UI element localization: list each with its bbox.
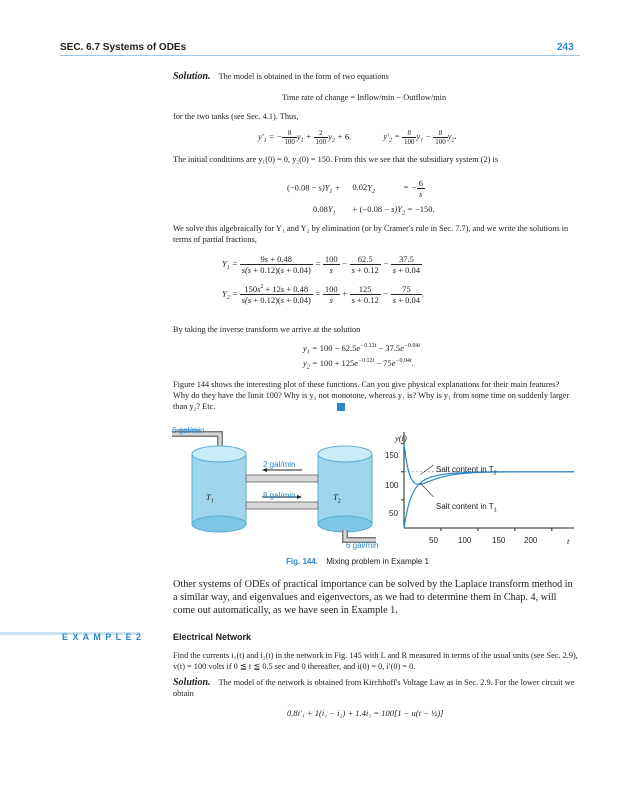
label-flow-out: 6 gal/min	[346, 541, 379, 550]
label-flow-top: 2 gal/min	[263, 460, 296, 469]
tanks-diagram	[170, 424, 380, 552]
pipe-middle	[246, 502, 318, 509]
series-t1-line	[404, 472, 574, 528]
tank-1-bottom	[192, 516, 246, 532]
x-tick-50: 50	[429, 536, 438, 545]
for-tanks-text: for the two tanks (see Sec. 4.1). Thus,	[173, 112, 299, 121]
legend-t2-text: Salt content in T	[436, 465, 494, 474]
x-tick-200: 200	[524, 536, 538, 545]
legend-t1	[436, 502, 497, 514]
tank-1-top	[192, 446, 246, 462]
inverse-text: By taking the inverse transform we arrive at the solution	[173, 325, 361, 334]
caption-text: Mixing problem in Example 1	[326, 557, 429, 566]
y-axis-label: y(t)	[395, 433, 407, 443]
example-2-solution	[173, 677, 578, 699]
tank-2-label	[333, 492, 341, 505]
legend-t2-subscript: 2	[493, 470, 497, 477]
ode-system: $y'_1$ = − $\frac{8}{100}$ $y_1$ + $\frac{2}{100}$ $y_2 + 6$. $y'_2$ = $\frac{8}{100}$ $y_1$ − $\frac{8}{100}$ $y_2$.	[258, 129, 457, 146]
example-2-label: E X A M P L E 2	[62, 632, 143, 642]
tank-2-subscript: 2	[337, 498, 341, 505]
y-tick-150: 150	[385, 451, 399, 460]
end-of-example-marker	[337, 403, 345, 411]
example-2-title: Electrical Network	[173, 632, 252, 642]
y-tick-50: 50	[389, 509, 398, 518]
solution-label: Solution.	[173, 71, 211, 82]
header-rule	[60, 55, 580, 56]
solve-text: We solve this algebraically for Y₁ and Y₂ by elimination (or by Cramer's rule in Sec. 7.7), and we write the solutions in terms of partial fractions,	[173, 224, 569, 244]
figure-caption	[286, 557, 429, 566]
y2-solution: $y_2 = 100 + 125e^{-0.12t} - 75e^{-0.04t}$.	[303, 358, 414, 371]
solution-intro	[173, 71, 389, 82]
example-2-solution-text: The model of the network is obtained from Kirchhoff's Voltage Law as in Sec. 2.9. For the lower circuit we obtain	[173, 678, 575, 698]
subsidiary-eq-1: $(-0.08 - s)Y_1 + 0.02Y_2$ = − $\frac{6}{s}$	[287, 178, 423, 199]
tank-1-subscript: 1	[210, 498, 214, 505]
label-flow-in: 6 gal/min	[172, 426, 205, 435]
closing-paragraph: Other systems of ODEs of practical importance can be solved by the Laplace transform method in a similar way, and eigenvalues and eigenvectors, as we had to determine them in Chap. 4, will come out automatically, as we have seen in Example 1.	[173, 579, 573, 617]
figure-discussion-text: Figure 144 shows the interesting plot of these functions. Can you give physical explanations for their main features? Why do they have the limit 100? Why is y₂ not monotone, whereas y₁ is? Why is y₁ from some time on suddenly larger than y₂? Etc.	[173, 380, 570, 411]
example-2-solution-label: Solution.	[173, 677, 211, 688]
y1-transform: $Y_1$ = $\frac{9s + 0.48}{s(s + 0.12)(s + 0.04)}$ = $\frac{100}{s}$ − $\frac{62.5}{s + 0.12}$ − $\frac{37.5}{s + 0.04}$	[222, 254, 421, 275]
x-tick-100: 100	[458, 536, 472, 545]
pipe-top	[246, 475, 318, 482]
legend-t1-text: Salt content in T	[436, 502, 494, 511]
x-tick-150: 150	[492, 536, 506, 545]
running-header: SEC. 6.7 Systems of ODEs	[60, 42, 187, 53]
figure-discussion	[173, 379, 573, 412]
tank-1	[192, 454, 246, 524]
tank-2-letter: T	[333, 492, 338, 502]
x-axis-label: t	[567, 536, 570, 546]
subsidiary-eq-2: $0.08Y_1 + (-0.08 - s)Y_2 = -150$.	[313, 204, 435, 217]
example-2-text: Find the currents i₁(t) and i₂(t) in the network in Fig. 145 with L and R measured in terms of the usual units (see Sec. 2.9), v(t) = 100 volts if 0 ≦ t ≦ 0.5 sec and 0 thereafter, and i(0) = 0, i′(0) = 0.	[173, 651, 578, 671]
solution-intro-text: The model is obtained in the form of two equations	[218, 72, 389, 81]
page-number: 243	[557, 42, 574, 53]
tank-1-letter: T	[206, 492, 211, 502]
y1-solution: $y_1 = 100 - 62.5e^{-0.12t} - 37.5e^{-0.04t}$	[303, 343, 421, 356]
arrow-middle-head	[297, 495, 302, 499]
example-2-equation: 0.8i′₁ + 1(i₁ − i₂) + 1.4i₁ = 100[1 − u(t − ½)]	[287, 708, 444, 718]
tank-1-label	[206, 492, 214, 505]
caption-number: Fig. 144.	[286, 557, 319, 566]
leader-t2	[420, 465, 433, 475]
initial-conditions: The initial conditions are y₁(0) = 0, y₂(0) = 150. From this we see that the subsidiary system (2) is	[173, 155, 499, 164]
legend-t1-subscript: 1	[493, 507, 497, 514]
label-flow-middle: 8 gal/min	[263, 491, 296, 500]
rate-equation: Time rate of change = Inflow/min − Outflow/min	[282, 93, 447, 102]
legend-t2	[436, 465, 497, 477]
y2-transform: $Y_2$ = $\frac{150s^2 + 12s + 0.48}{s(s + 0.12)(s + 0.04)}$ = $\frac{100}{s}$ + $\frac{125}{s + 0.12}$ − $\frac{75}{s + 0.04}$ .	[222, 284, 425, 305]
leader-t1	[420, 483, 433, 497]
y-tick-100: 100	[385, 481, 399, 490]
